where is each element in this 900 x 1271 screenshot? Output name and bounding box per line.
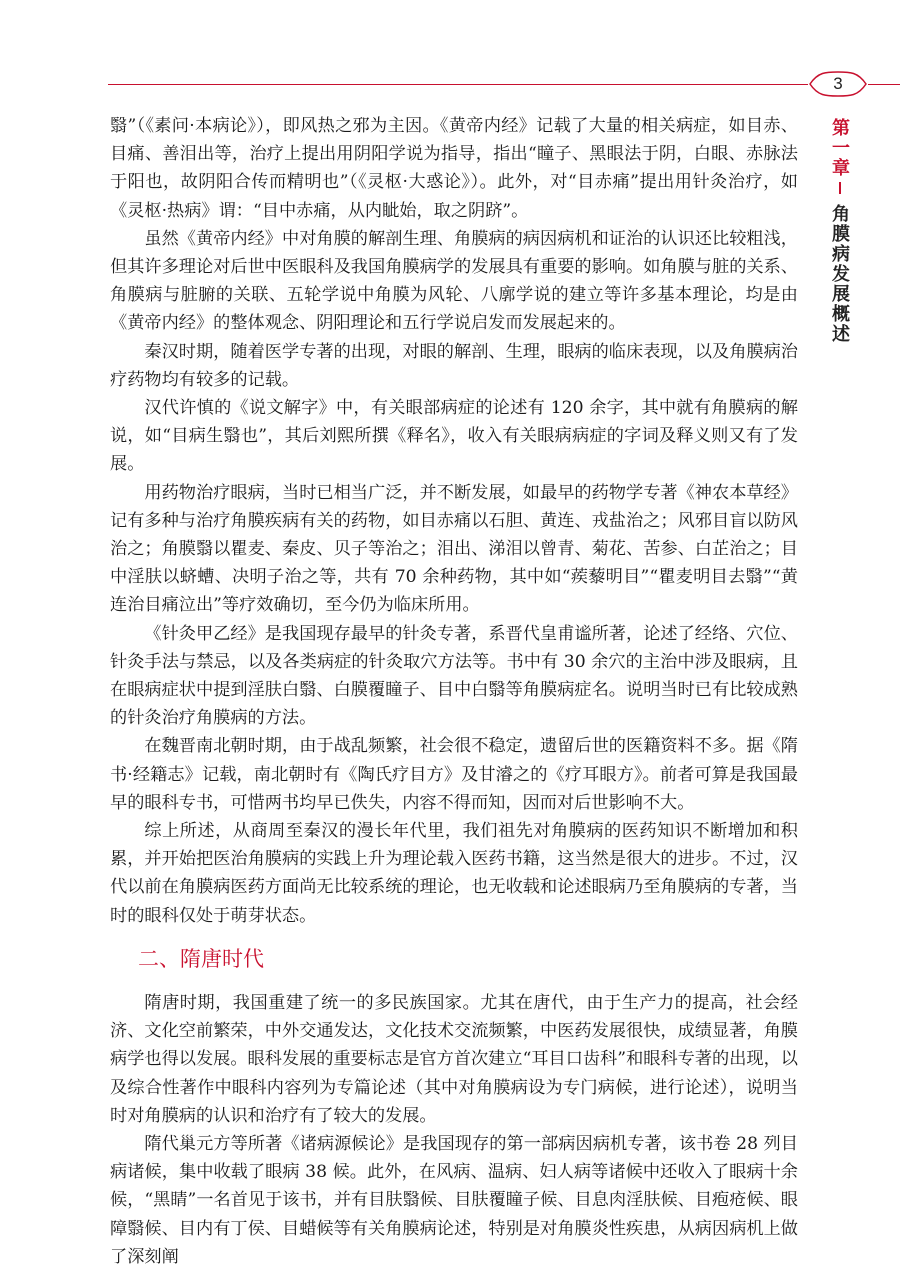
paragraph: 综上所述，从商周至秦汉的漫长年代里，我们祖先对角膜病的医药知识不断增加和积累，并开始把医治角膜病的实践上升为理论载入医药书籍，这当然是很大的进步。不过，汉代以前在角膜病医药方面尚无比较系统的理论，也无收载和论述眼病乃至角膜病的专著，当时的眼科仅处于萌芽状态。 [110,821,798,926]
body-text [110,112,798,1271]
side-tab-divider [839,182,841,194]
chapter-title: 角膜病发展概述 [830,204,850,344]
chapter-label: 第一章 [830,118,850,178]
paragraph: 虽然《黄帝内经》中对角膜的解剖生理、角膜病的病因病机和证治的认识还比较粗浅，但其许多理论对后世中医眼科及我国角膜病学的发展具有重要的影响。如角膜与脏的关系、角膜病与脏腑的关联、五轮学说中角膜为风轮、八廓学说的建立等许多基本理论，均是由《黄帝内经》的整体观念、阴阳理论和五行学说启发而发展起来的。 [110,228,798,334]
chapter-side-tab [820,118,860,344]
page-number-badge [808,70,868,98]
paragraph-group-top [110,112,798,930]
paragraph: 《针灸甲乙经》是我国现存最早的针灸专著，系晋代皇甫谧所著，论述了经络、穴位、针灸手法与禁忌，以及各类病症的针灸取穴方法等。书中有 30 余穴的主治中涉及眼病，且在眼病症状中提到淫肤白翳、白膜覆瞳子、目中白翳等角膜病症名。说明当时已有比较成熟的针灸治疗角膜病的方法。 [110,623,798,729]
paragraph-group-bottom [110,989,798,1271]
paragraph: 翳”（《素问·本病论》），即风热之邪为主因。《黄帝内经》记载了大量的相关病症，如目赤、目痛、善泪出等，治疗上提出用阴阳学说为指导，指出“瞳子、黑眼法于阴，白眼、赤脉法于阳也，故阴阳合传而精明也”（《灵枢·大惑论》）。此外，对“目赤痛”提出用针灸治疗，如《灵枢·热病》谓：“目中赤痛，从内眦始，取之阴跻”。 [110,116,798,221]
paragraph: 秦汉时期，随着医学专著的出现，对眼的解剖、生理，眼病的临床表现，以及角膜病治疗药物均有较多的记载。 [110,341,798,390]
paragraph: 用药物治疗眼病，当时已相当广泛，并不断发展，如最早的药物学专著《神农本草经》记有多种与治疗角膜疾病有关的药物，如目赤痛以石胆、黄连、戎盐治之；风邪目盲以防风治之；角膜翳以瞿麦、秦皮、贝子等治之；泪出、涕泪以曾青、菊花、苦参、白芷治之；目中淫肤以蛴螬、决明子治之等，共有 70 余种药物，其中如“蒺藜明目”“瞿麦明目去翳”“黄连治目痛泣出”等疗效确切，至今仍为临床所用。 [110,482,798,616]
page-number: 3 [833,74,843,93]
paragraph: 汉代许慎的《说文解字》中，有关眼部病症的论述有 120 余字，其中就有角膜病的解说，如“目病生翳也”，其后刘熙所撰《释名》，收入有关眼病病症的字词及释义则又有了发展。 [110,398,798,475]
paragraph: 在魏晋南北朝时期，由于战乱频繁，社会很不稳定，遗留后世的医籍资料不多。据《隋书·经籍志》记载，南北朝时有《陶氏疗目方》及甘濬之的《疗耳眼方》。前者可算是我国最早的眼科专书，可惜两书均早已佚失，内容不得而知，因而对后世影响不大。 [110,736,798,813]
paragraph: 隋代巢元方等所著《诸病源候论》是我国现存的第一部病因病机专著，该书卷 28 列目病诸候，集中收载了眼病 38 候。此外，在风病、温病、妇人病等诸候中还收入了眼病十余候，“黑睛”一名首见于该书，并有目肤翳候、目肤覆瞳子候、目息肉淫肤候、目疱疮候、眼障翳候、目内有丁侯、目蜡候等有关角膜病论述，特别是对角膜炎性疾患，从病因病机上做了深刻阐 [110,1133,798,1267]
section-heading: 二、隋唐时代 [138,947,264,971]
header-rule [108,84,808,85]
header-rule-right [868,84,900,85]
paragraph: 隋唐时期，我国重建了统一的多民族国家。尤其在唐代，由于生产力的提高，社会经济、文化空前繁荣，中外交通发达，文化技术交流频繁，中医药发展很快，成绩显著，角膜病学也得以发展。眼科发展的重要标志是官方首次建立“耳目口齿科”和眼科专著的出现，以及综合性著作中眼科内容列为专篇论述（其中对角膜病设为专门病候，进行论述），说明当时对角膜病的认识和治疗有了较大的发展。 [110,992,798,1126]
